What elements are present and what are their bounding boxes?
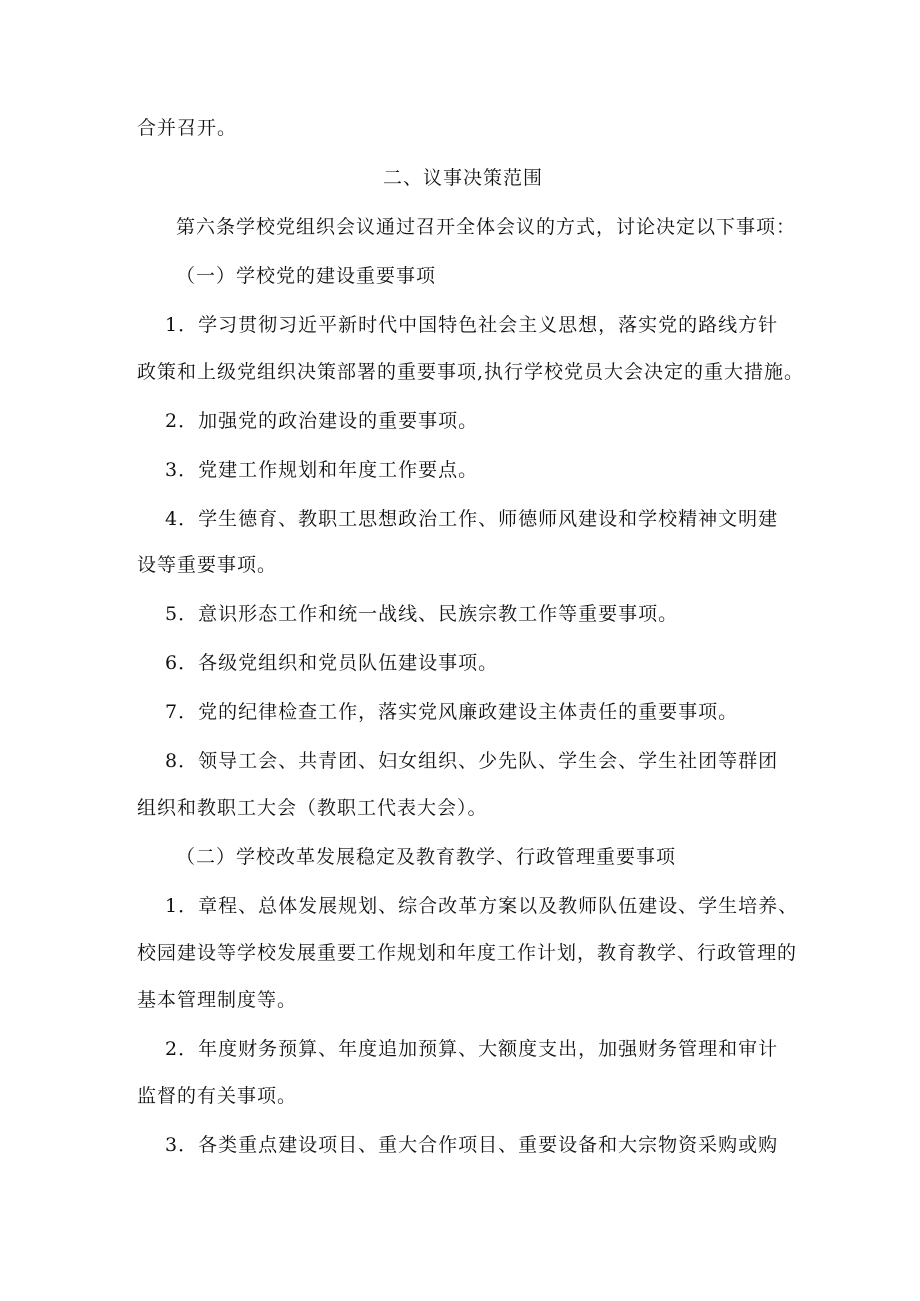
text-line: 合并召开。 xyxy=(137,117,238,139)
list-item: 6．各级党组织和党员队伍建设事项。 xyxy=(165,652,499,674)
subsection-heading: （二）学校改革发展稳定及教育教学、行政管理重要事项 xyxy=(176,846,677,868)
list-item: 5．意识形态工作和统一战线、民族宗教工作等重要事项。 xyxy=(165,603,679,625)
subsection-heading: （一）学校党的建设重要事项 xyxy=(176,265,437,287)
section-heading: 二、议事决策范围 xyxy=(383,167,544,189)
list-item: 1．学习贯彻习近平新时代中国特色社会主义思想，落实党的路线方针 xyxy=(165,314,779,336)
text-line: 监督的有关事项。 xyxy=(137,1085,298,1107)
list-item: 2．年度财务预算、年度追加预算、大额度支出，加强财务管理和审计 xyxy=(165,1038,779,1060)
list-item: 2．加强党的政治建设的重要事项。 xyxy=(165,410,479,432)
list-item: 7．党的纪律检查工作，落实党风廉政建设主体责任的重要事项。 xyxy=(165,701,739,723)
article-paragraph: 第六条学校党组织会议通过召开全体会议的方式，讨论决定以下事项： xyxy=(176,216,797,238)
list-item: 8．领导工会、共青团、妇女组织、少先队、学生会、学生社团等群团 xyxy=(165,750,779,772)
text-line: 校园建设等学校发展重要工作规划和年度工作计划，教育教学、行政管理的 xyxy=(137,942,798,964)
list-item: 3．党建工作规划和年度工作要点。 xyxy=(165,459,479,481)
text-line: 组织和教职工大会（教职工代表大会）。 xyxy=(137,797,488,819)
list-item: 1．章程、总体发展规划、综合改革方案以及教师队伍建设、学生培养、 xyxy=(165,895,799,917)
text-line: 设等重要事项。 xyxy=(137,554,278,576)
list-item: 4．学生德育、教职工思想政治工作、师德师风建设和学校精神文明建 xyxy=(165,508,779,530)
text-line: 基本管理制度等。 xyxy=(137,989,298,1011)
text-line: 政策和上级党组织决策部署的重要事项,执行学校党员大会决定的重大措施。 xyxy=(137,361,805,383)
list-item: 3．各类重点建设项目、重大合作项目、重要设备和大宗物资采购或购 xyxy=(165,1134,779,1156)
